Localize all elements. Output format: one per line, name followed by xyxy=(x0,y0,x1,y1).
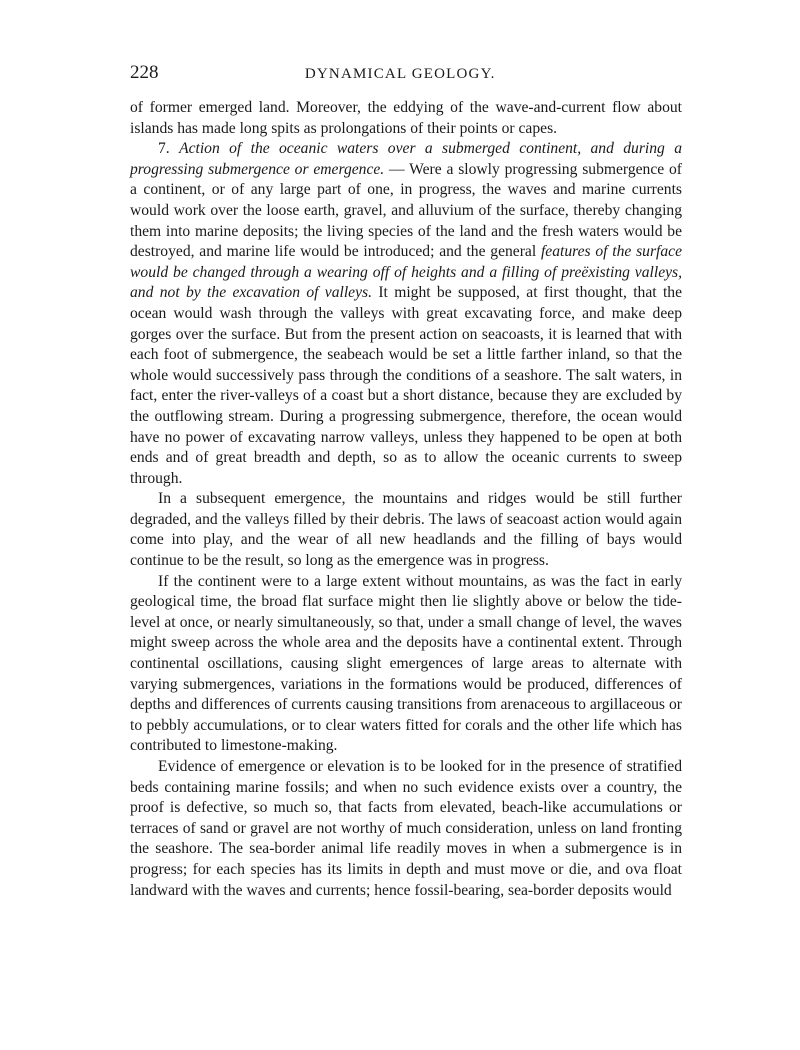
paragraph-emergence: In a subsequent emergence, the mountains and ridges would be still further degraded, and the valleys filled by their debris. The laws of seacoast action would again come into play, and the wear of all new headlands and the filling of bays would continue to be the result, so long as the emergence was in progress. xyxy=(130,490,682,570)
running-title: DYNAMICAL GEOLOGY. xyxy=(304,66,496,82)
section-text-b: It might be supposed, at first thought, that the ocean would wash through the valleys with great excavating force, and make deep gorges over the surface. But from the present action on seacoasts, it is learned that with each foot of submergence, the seabeach would be set a little farther inland, so that the whole would successively pass through the conditions of a seashore. The salt waters, in fact, enter the river-valleys of a coast but a short distance, because they are excluded by the outflowing stream. During a progressing submergence, therefore, the ocean would have no power of excavating narrow valleys, unless they happened to be open at both ends and of great breadth and depth, so as to allow the oceanic currents to sweep through. xyxy=(130,284,682,487)
section-emphasis: features of the surface would be changed through a wearing off of heights and a filling of preëxisting valleys, and not by the excavation of valleys. xyxy=(130,243,682,302)
paragraph-continent: If the continent were to a large extent without mountains, as was the fact in early geological time, the broad flat surface might then lie slightly above or below the tide-level at once, or nearly simultaneously, so that, under a small change of level, the waves might sweep across the whole area and the deposits have a continental extent. Through continental oscillations, causing slight emergences of large areas to alternate with varying submergences, variations in the formations would be produced, differences of depths and differences of currents causing transitions from arenaceous to argillaceous or to pebbly accumulations, or to clear waters fitted for corals and the other life which has contributed to limestone-making. xyxy=(130,572,682,755)
section-heading: Action of the oceanic waters over a submerged continent, and during a progressing submergence or emergence. xyxy=(130,140,682,178)
body-text xyxy=(130,98,682,901)
section-text-a: — Were a slowly progressing submergence of a continent, or of any large part of one, in progress, the waves and marine currents would work over the loose earth, gravel, and alluvium of the surface, thereby changing them into marine deposits; the living species of the land and the fresh waters would be destroyed, and marine life would be introduced; and the general xyxy=(130,160,682,261)
paragraph-evidence: Evidence of emergence or elevation is to be looked for in the presence of stratified beds containing marine fossils; and when no such evidence exists over a country, the proof is defective, so much so, that facts from elevated, beach-like accumulations or terraces of sand or gravel are not worthy of much consideration, unless on land fronting the seashore. The sea-border animal life readily moves in when a submergence is in progress; for each species has its limits in depth and must move or die, and ova float landward with the waves and currents; hence fossil-bearing, sea-border deposits would xyxy=(130,758,682,899)
page-header xyxy=(130,62,682,98)
paragraph-section-7 xyxy=(130,139,682,489)
section-number: 7. xyxy=(158,140,170,158)
page-number: 228 xyxy=(130,62,159,83)
paragraph-continuation: of former emerged land. Moreover, the eddying of the wave-and-current flow about islands has made long spits as prolongations of their points or capes. xyxy=(130,99,682,137)
